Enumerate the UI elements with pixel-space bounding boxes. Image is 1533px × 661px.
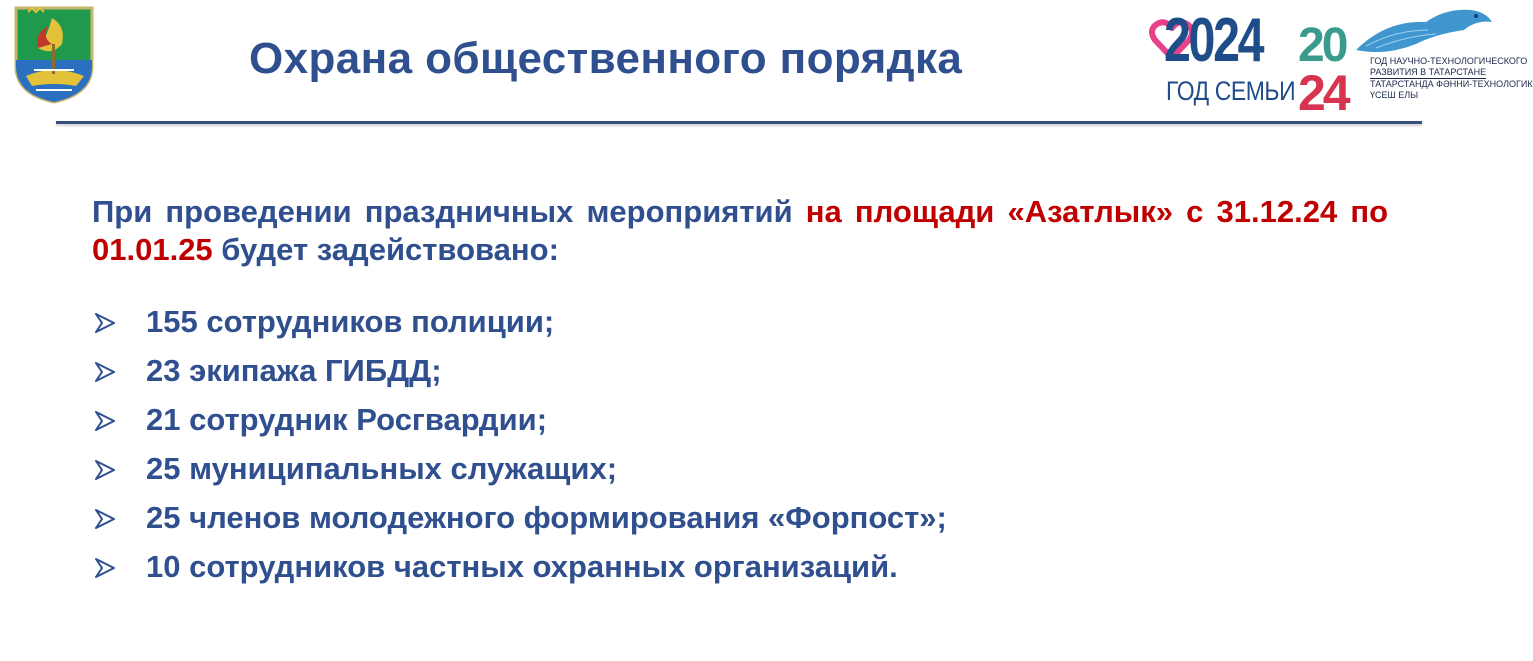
arrowhead-bullet-icon xyxy=(94,459,116,481)
lead-paragraph xyxy=(92,193,1388,269)
science-year-caption xyxy=(1370,56,1533,100)
caption-ru-line1: ГОД НАУЧНО-ТЕХНОЛОГИЧЕСКОГО xyxy=(1370,56,1528,66)
family-year-number: 2024 xyxy=(1164,6,1263,75)
arrowhead-bullet-icon xyxy=(94,312,116,334)
science-year-top-digits: 20 xyxy=(1298,19,1346,72)
list-item-text: 23 экипажа ГИБДД; xyxy=(146,353,442,388)
snow-leopard-icon xyxy=(1336,0,1496,60)
list-item-text: 155 сотрудников полиции; xyxy=(146,304,555,339)
lead-part1: При проведении праздничных мероприятий xyxy=(92,194,806,229)
list-item-text: 25 муниципальных служащих; xyxy=(146,451,618,486)
caption-tt-line2: ҮСЕШ ЕЛЫ xyxy=(1370,89,1419,100)
arrowhead-bullet-icon xyxy=(94,508,116,530)
list-item-text: 10 сотрудников частных охранных организаций. xyxy=(146,549,898,584)
list-item-text: 25 членов молодежного формирования «Форпост»; xyxy=(146,500,947,535)
arrowhead-bullet-icon xyxy=(94,410,116,432)
city-coat-of-arms-icon xyxy=(12,4,96,104)
lead-location: на площади «Азатлык» xyxy=(805,194,1174,229)
year-of-family-logo xyxy=(1150,0,1300,112)
caption-tt-line1: ТАТАРСТАНДА ФӘННИ-ТЕХНОЛОГИК xyxy=(1370,79,1533,89)
arrowhead-bullet-icon xyxy=(94,361,116,383)
caption-ru-line2: РАЗВИТИЯ В ТАТАРСТАНЕ xyxy=(1370,67,1486,80)
year-of-science-logo xyxy=(1296,0,1533,121)
list-item-text: 21 сотрудник Росгвардии; xyxy=(146,402,548,437)
arrowhead-bullet-icon xyxy=(94,557,116,579)
page-title: Охрана общественного порядка xyxy=(249,34,963,83)
science-year-bottom-digits: 24 xyxy=(1298,65,1348,121)
family-year-label: ГОД СЕМЬИ xyxy=(1166,76,1296,106)
title-divider xyxy=(56,121,1422,124)
lead-dates: с 31.12.24 по 01.01.25 xyxy=(92,194,1389,267)
lead-part4: будет задействовано: xyxy=(212,232,559,267)
